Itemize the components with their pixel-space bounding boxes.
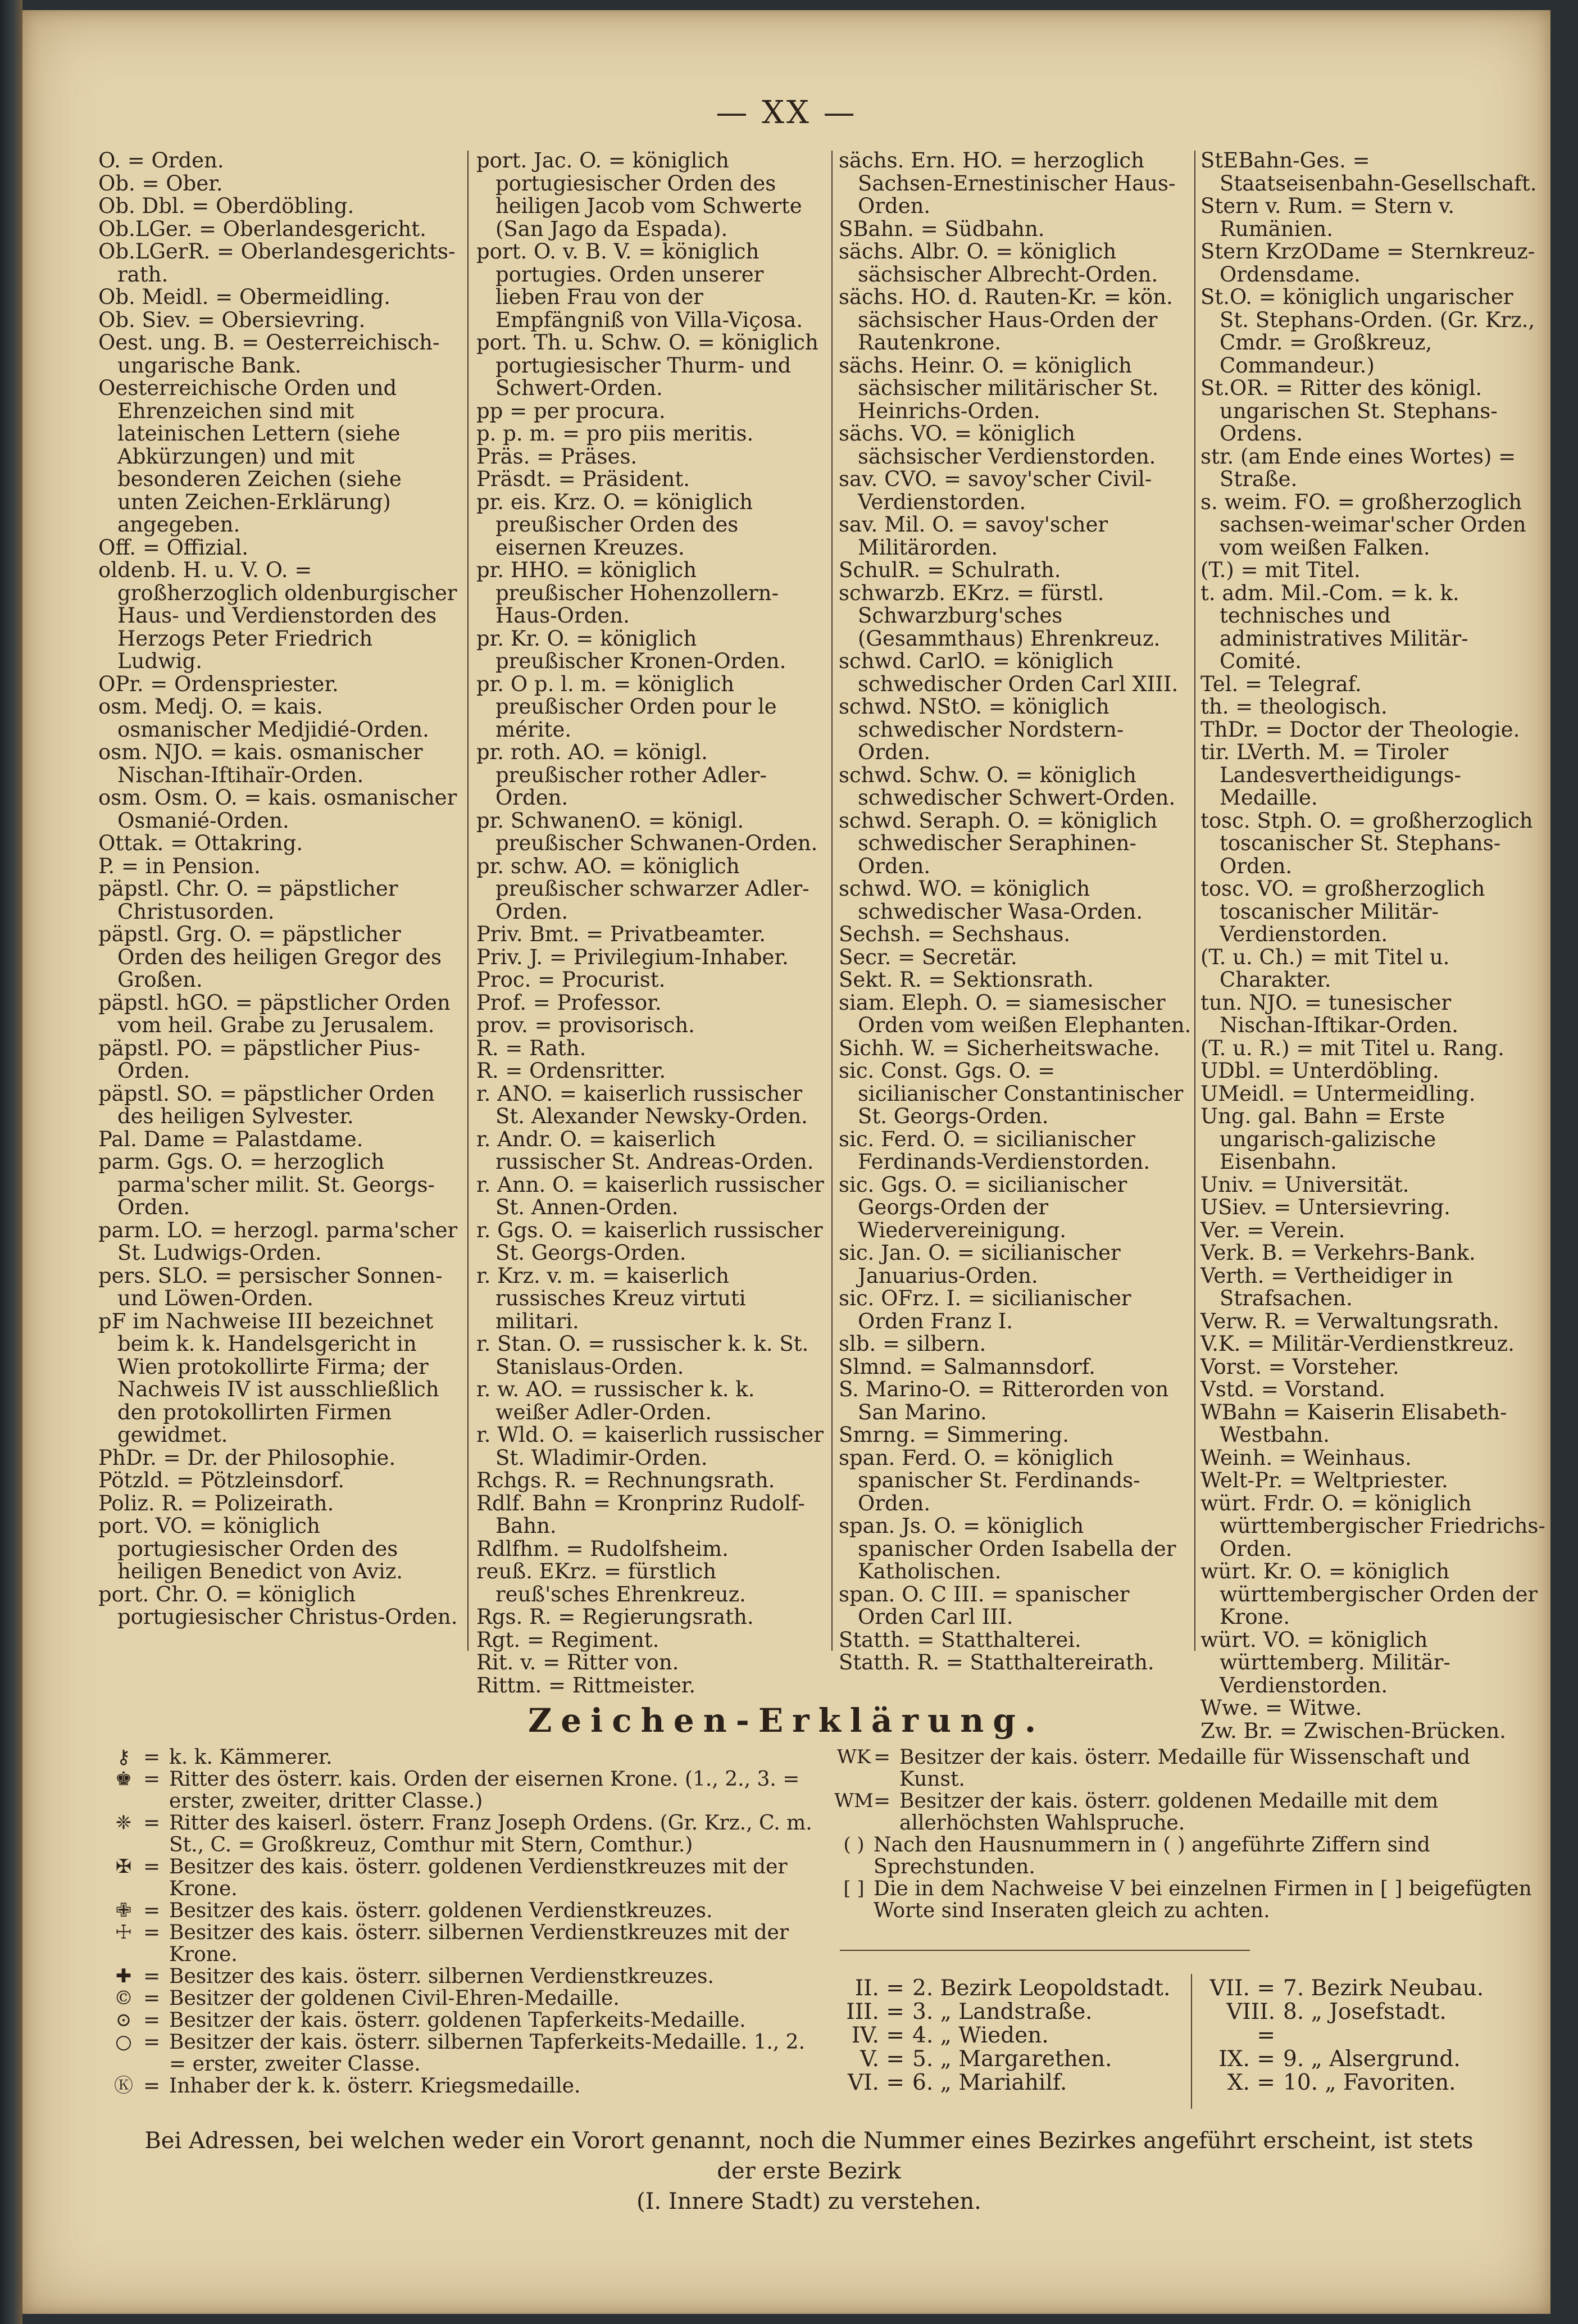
district-name: 7. Bezirk Neubau. <box>1283 1976 1484 2001</box>
abbreviation-entry: sic. Ferd. O. = sicilianischer Ferdinands-Verdienstorden. <box>839 1127 1150 1174</box>
abbreviation-entry: Präs. = Präses. <box>476 444 638 469</box>
legend-symbol-icon: ○ <box>115 2031 132 2053</box>
district-name: 3. „ Landstraße. <box>912 1999 1093 2025</box>
abbreviation-entry: pr. HHO. = königlich preußischer Hohenzollern-Haus-Orden. <box>476 558 779 628</box>
equals-sign: = <box>143 1899 161 1922</box>
legend-row <box>104 1966 817 1987</box>
abbreviation-entry: (T. u. R.) = mit Titel u. Rang. <box>1200 1036 1504 1060</box>
district-name: 10. „ Favoriten. <box>1283 2070 1456 2095</box>
abbreviation-entry: Sichh. W. = Sicherheitswache. <box>839 1036 1160 1060</box>
abbreviation-entry: tun. NJO. = tunesischer Nischan-Iftikar-Orden. <box>1200 990 1459 1037</box>
abbreviation-entry: r. Stan. O. = russischer k. k. St. Stanislaus-Orden. <box>476 1332 809 1379</box>
district-row <box>831 2000 1180 2024</box>
legend-row <box>834 1790 1536 1834</box>
legend-symbol-icon: ✙ <box>115 1899 132 1922</box>
equals-sign: = <box>143 1812 161 1835</box>
abbreviation-entry: pF im Nachweise III bezeichnet beim k. k. Handelsgericht in Wien protokollirte Firma; der Nachweis IV ist ausschließlich den protokollirten Firmen gewidmet. <box>98 1309 439 1447</box>
abbreviation-entry: Sekt. R. = Sektionsrath. <box>839 968 1094 992</box>
abbreviation-column-3 <box>839 149 1192 1674</box>
district-numeral: VI. = <box>847 2070 904 2095</box>
abbreviation-entry: tosc. Stph. O. = großherzoglich toscanischer St. Stephans-Orden. <box>1200 808 1533 878</box>
abbreviation-entry: päpstl. Chr. O. = päpstlicher Christusorden. <box>98 877 398 924</box>
abbreviation-entry: sächs. Albr. O. = königlich sächsischer Albrecht-Orden. <box>839 239 1158 287</box>
abbreviation-entry: t. adm. Mil.-Com. = k. k. technisches und administratives Militär-Comité. <box>1200 580 1468 673</box>
district-row <box>831 2024 1180 2048</box>
abbreviation-entry: Sechsh. = Sechshaus. <box>839 922 1071 946</box>
legend-symbol-icon: ♚ <box>115 1768 133 1790</box>
abbreviation-column-4 <box>1200 149 1549 1742</box>
abbreviation-entry: Slmnd. = Salmannsdorf. <box>839 1354 1095 1379</box>
abbreviation-entry: Proc. = Procurist. <box>476 968 666 992</box>
abbreviation-entry: Priv. J. = Privilegium-Inhaber. <box>476 945 789 969</box>
column-divider <box>1194 151 1195 1651</box>
abbreviation-entry: Ob. = Ober. <box>98 171 223 196</box>
abbreviation-entry: Weinh. = Weinhaus. <box>1200 1445 1412 1470</box>
district-name: 9. „ Alsergrund. <box>1283 2046 1461 2072</box>
abbreviation-entry: port. Th. u. Schw. O. = königlich portugiesischer Thurm- und Schwert-Orden. <box>476 330 818 400</box>
legend-symbol-icon: ☩ <box>115 1921 133 1944</box>
abbreviation-entry: sic. Const. Ggs. O. = sicilianischer Constantinischer St. Georgs-Orden. <box>839 1059 1184 1128</box>
abbreviation-entry: SchulR. = Schulrath. <box>839 558 1061 582</box>
abbreviation-entry: pp = per procura. <box>476 398 666 423</box>
legend-text: Ritter des kaiserl. österr. Franz Joseph Ordens. (Gr. Krz., C. m. St., C. = Großkreuz, Comthur mit Stern, Comthur.) <box>169 1812 812 1857</box>
legend-symbol-icon: WK <box>836 1746 871 1768</box>
abbreviation-entry: sächs. Heinr. O. = königlich sächsischer militärischer St. Heinrichs-Orden. <box>839 353 1159 423</box>
legend-row <box>104 2009 817 2031</box>
legend-text: Ritter des österr. kais. Orden der eisernen Krone. (1., 2., 3. = erster, zweiter, dritter Classe.) <box>169 1768 800 1813</box>
abbreviation-entry: schwarzb. EKrz. = fürstl. Schwarzburg'sches (Gesammthaus) Ehrenkreuz. <box>839 580 1161 651</box>
legend-text: k. k. Kämmerer. <box>169 1746 333 1769</box>
column-divider <box>467 151 469 1651</box>
abbreviation-entry: pr. Kr. O. = königlich preußischer Kronen-Orden. <box>476 626 786 673</box>
abbreviation-entry: päpstl. PO. = päpstlicher Pius-Orden. <box>98 1036 420 1083</box>
legend-text: Inhaber der k. k. österr. Kriegsmedaille. <box>169 2075 581 2098</box>
legend-symbol-icon: WM <box>834 1790 874 1812</box>
abbreviation-entry: Ver. = Verein. <box>1200 1218 1345 1242</box>
abbreviation-entry: Statth. R. = Statthaltereirath. <box>839 1650 1154 1674</box>
legend-row <box>834 1746 1536 1790</box>
district-row <box>831 2071 1180 2095</box>
column-divider <box>831 151 833 1651</box>
abbreviation-entry: Secr. = Secretär. <box>839 945 1017 969</box>
district-row <box>831 1977 1180 2000</box>
abbreviation-entry: pr. SchwanenO. = königl. preußischer Schwanen-Orden. <box>476 808 818 855</box>
abbreviation-entry: S. Marino-O. = Ritterorden von San Marino. <box>839 1377 1169 1424</box>
legend-text: Besitzer des kais. österr. goldenen Verdienstkreuzes mit der Krone. <box>169 1855 788 1900</box>
legend-symbol-icon: [ ] <box>843 1877 865 1900</box>
abbreviation-entry: th. = theologisch. <box>1200 695 1388 719</box>
page-number: — XX — <box>716 94 857 131</box>
legend-text: Nach den Hausnummern in ( ) angeführte Ziffern sind Sprechstunden. <box>874 1833 1430 1878</box>
abbreviation-entry: WBahn = Kaiserin Elisabeth-Westbahn. <box>1200 1400 1507 1447</box>
legend-right <box>834 1746 1536 1922</box>
abbreviation-entry: osm. NJO. = kais. osmanischer Nischan-Iftihaïr-Orden. <box>98 740 423 787</box>
abbreviation-entry: päpstl. Grg. O. = päpstlicher Orden des heiligen Gregor des Großen. <box>98 922 442 992</box>
abbreviation-entry: Verth. = Vertheidiger in Strafsachen. <box>1200 1263 1453 1310</box>
abbreviation-entry: Ob.LGerR. = Oberlandesgerichts-rath. <box>98 239 456 287</box>
abbreviation-entry: päpstl. SO. = päpstlicher Orden des heiligen Sylvester. <box>98 1081 435 1128</box>
district-numeral: II. = <box>854 1976 904 2001</box>
abbreviation-entry: pr. O p. l. m. = königlich preußischer Orden pour le mérite. <box>476 671 777 742</box>
legend-text: Besitzer des kais. österr. silbernen Verdienstkreuzes. <box>169 1965 714 1988</box>
abbreviation-entry: Tel. = Telegraf. <box>1200 671 1362 696</box>
legend-symbol-icon: © <box>114 1987 133 2009</box>
abbreviation-entry: osm. Medj. O. = kais. osmanischer Medjidié-Orden. <box>98 695 429 742</box>
abbreviation-entry: r. Wld. O. = kaiserlich russischer St. Wladimir-Orden. <box>476 1423 824 1470</box>
abbreviation-entry: port. Jac. O. = königlich portugiesischer Orden des heiligen Jacob vom Schwerte (San Jago da Espada). <box>476 148 802 241</box>
footnote-line-1: Bei Adressen, bei welchen weder ein Vorort genannt, noch die Nummer eines Bezirkes angeführt erscheint, ist stets der erste Bezirk <box>144 2128 1474 2184</box>
legend-title: Zeichen-Erklärung. <box>527 1701 1045 1740</box>
abbreviation-entry: port. O. v. B. V. = königlich portugies. Orden unserer lieben Frau von der Empfängniß von Villa-Viçosa. <box>476 239 803 332</box>
abbreviation-entry: r. Ggs. O. = kaiserlich russischer St. Georgs-Orden. <box>476 1218 823 1265</box>
abbreviation-entry: sav. Mil. O. = savoy'scher Militärorden. <box>839 512 1108 560</box>
abbreviation-entry: Oesterreichische Orden und Ehrenzeichen sind mit lateinischen Lettern (siehe Abkürzungen) und mit besonderen Zeichen (siehe unten Zeichen-Erklärung) angegeben. <box>98 376 402 537</box>
district-list-right <box>1202 1977 1517 2095</box>
abbreviation-entry: span. Ferd. O. = königlich spanischer St. Ferdinands-Orden. <box>839 1445 1140 1515</box>
abbreviation-entry: Statth. = Statthalterei. <box>839 1627 1081 1652</box>
abbreviation-entry: schwd. NStO. = königlich schwedischer Nordstern-Orden. <box>839 695 1124 764</box>
district-divider <box>1191 1974 1192 2109</box>
abbreviation-entry: port. Chr. O. = königlich portugiesischer Christus-Orden. <box>98 1582 458 1629</box>
abbreviation-entry: Ob. Siev. = Obersievring. <box>98 307 366 332</box>
district-numeral: X. = <box>1227 2070 1275 2095</box>
legend-row <box>104 1746 817 1768</box>
abbreviation-entry: r. w. AO. = russischer k. k. weißer Adler-Orden. <box>476 1377 755 1424</box>
legend-row <box>104 2075 817 2097</box>
abbreviation-entry: P. = in Pension. <box>98 854 261 878</box>
abbreviation-entry: Stern KrzODame = Sternkreuz-Ordensdame. <box>1200 239 1535 287</box>
abbreviation-entry: USiev. = Untersievring. <box>1200 1195 1450 1219</box>
abbreviation-entry: schwd. Schw. O. = königlich schwedischer Schwert-Orden. <box>839 762 1176 810</box>
abbreviation-entry: sächs. Ern. HO. = herzoglich Sachsen-Ernestinischer Haus-Orden. <box>839 148 1176 218</box>
abbreviation-entry: ThDr. = Doctor der Theologie. <box>1200 717 1520 742</box>
abbreviation-entry: Priv. Bmt. = Privatbeamter. <box>476 922 766 946</box>
legend-text: Besitzer der kais. österr. goldenen Medaille mit dem allerhöchsten Wahlspruche. <box>899 1790 1439 1835</box>
book-binding <box>0 0 22 2324</box>
abbreviation-entry: oldenb. H. u. V. O. = großherzoglich oldenburgischer Haus- und Verdienstorden des Herzogs Peter Friedrich Ludwig. <box>98 558 457 673</box>
district-list-left <box>831 1977 1180 2095</box>
legend-text: Besitzer der kais. österr. Medaille für Wissenschaft und Kunst. <box>899 1746 1470 1791</box>
district-name: 6. „ Mariahilf. <box>912 2070 1067 2095</box>
district-numeral: V. = <box>860 2046 904 2072</box>
abbreviation-entry: Zw. Br. = Zwischen-Brücken. <box>1200 1718 1506 1743</box>
abbreviation-entry: Vstd. = Vorstand. <box>1200 1377 1386 1401</box>
legend-text: Besitzer des kais. österr. goldenen Verdienstkreuzes. <box>169 1899 713 1922</box>
equals-sign: = <box>143 2075 161 2098</box>
abbreviation-entry: St.OR. = Ritter des königl. ungarischen St. Stephans-Ordens. <box>1200 376 1498 446</box>
abbreviation-entry: Präsdt. = Präsident. <box>476 467 690 491</box>
district-name: 8. „ Josefstadt. <box>1283 1999 1447 2025</box>
legend-symbol-icon: ⚷ <box>116 1746 131 1768</box>
equals-sign: = <box>143 1921 161 1944</box>
legend-symbol-icon: ✠ <box>115 1855 132 1878</box>
equals-sign: = <box>143 1746 161 1769</box>
abbreviation-entry: sächs. VO. = königlich sächsischer Verdienstorden. <box>839 421 1156 469</box>
abbreviation-entry: Rgs. R. = Regierungsrath. <box>476 1605 754 1629</box>
abbreviation-entry: span. Js. O. = königlich spanischer Orden Isabella der Katholischen. <box>839 1514 1176 1583</box>
abbreviation-entry: osm. Osm. O. = kais. osmanischer Osmanié-Orden. <box>98 786 457 833</box>
abbreviation-entry: Rdlfhm. = Rudolfsheim. <box>476 1536 729 1561</box>
abbreviation-entry: tosc. VO. = großherzoglich toscanischer Militär-Verdienstorden. <box>1200 877 1485 946</box>
abbreviation-entry: slb. = silbern. <box>839 1332 986 1356</box>
district-numeral: VIII. = <box>1226 1999 1275 2048</box>
abbreviation-entry: r. ANO. = kaiserlich russischer St. Alexander Newsky-Orden. <box>476 1081 808 1128</box>
abbreviation-entry: Univ. = Universität. <box>1200 1172 1409 1197</box>
legend-symbol-icon: Ⓚ <box>114 2075 133 2097</box>
legend-text: Die in dem Nachweise V bei einzelnen Firmen in [ ] beigefügten Worte sind Inseraten gleich zu achten. <box>874 1877 1532 1922</box>
abbreviation-entry: Ob. Dbl. = Oberdöbling. <box>98 194 354 218</box>
abbreviation-entry: O. = Orden. <box>98 148 224 173</box>
abbreviation-entry: R. = Rath. <box>476 1036 586 1060</box>
abbreviation-entry: s. weim. FO. = großherzoglich sachsen-weimar'scher Orden vom weißen Falken. <box>1200 489 1526 560</box>
abbreviation-entry: p. p. m. = pro piis meritis. <box>476 421 754 446</box>
equals-sign: = <box>143 2009 161 2032</box>
abbreviation-entry: str. (am Ende eines Wortes) = Straße. <box>1200 444 1516 491</box>
abbreviation-entry: Ottak. = Ottakring. <box>98 831 303 855</box>
district-numeral: III. = <box>846 1999 904 2025</box>
abbreviation-entry: reuß. EKrz. = fürstlich reuß'sches Ehrenkreuz. <box>476 1559 746 1606</box>
district-name: 4. „ Wieden. <box>912 2023 1049 2048</box>
abbreviation-entry: Rit. v. = Ritter von. <box>476 1650 679 1674</box>
abbreviation-entry: r. Andr. O. = kaiserlich russischer St. Andreas-Orden. <box>476 1127 814 1174</box>
footnote <box>135 2126 1483 2217</box>
abbreviation-entry: pr. eis. Krz. O. = königlich preußischer Orden des eisernen Kreuzes. <box>476 489 753 560</box>
abbreviation-entry: span. O. C III. = spanischer Orden Carl III. <box>839 1582 1130 1629</box>
abbreviation-entry: Poliz. R. = Polizeirath. <box>98 1491 334 1515</box>
abbreviation-entry: OPr. = Ordenspriester. <box>98 671 339 696</box>
abbreviation-entry: schwd. CarlO. = königlich schwedischer Orden Carl XIII. <box>839 649 1179 696</box>
legend-row <box>104 2031 817 2075</box>
legend-row <box>104 1922 817 1966</box>
abbreviation-entry: würt. Kr. O. = königlich württembergischer Orden der Krone. <box>1200 1559 1538 1629</box>
abbreviation-entry: sic. Ggs. O. = sicilianischer Georgs-Orden der Wiedervereinigung. <box>839 1172 1127 1242</box>
abbreviation-entry: port. VO. = königlich portugiesischer Orden des heiligen Benedict von Aviz. <box>98 1514 403 1583</box>
abbreviation-entry: SBahn. = Südbahn. <box>839 216 1045 241</box>
abbreviation-entry: V.K. = Militär-Verdienstkreuz. <box>1200 1332 1515 1356</box>
abbreviation-entry: Ob. Meidl. = Obermeidling. <box>98 285 391 309</box>
abbreviation-column-2 <box>476 149 827 1697</box>
document-page <box>22 10 1550 2314</box>
abbreviation-entry: St.O. = königlich ungarischer St. Stephans-Orden. (Gr. Krz., Cmdr. = Großkreuz, Commandeur.) <box>1200 285 1535 378</box>
abbreviation-entry: r. Ann. O. = kaiserlich russischer St. Annen-Orden. <box>476 1172 824 1219</box>
legend-row <box>104 1856 817 1900</box>
abbreviation-entry: Oest. ung. B. = Oesterreichisch-ungarische Bank. <box>98 330 440 378</box>
legend-row <box>104 1812 817 1856</box>
district-row <box>831 2048 1180 2071</box>
abbreviation-entry: würt. Frdr. O. = königlich württembergischer Friedrichs-Orden. <box>1200 1491 1545 1561</box>
abbreviation-entry: päpstl. hGO. = päpstlicher Orden vom heil. Grabe zu Jerusalem. <box>98 990 451 1037</box>
legend-text: Besitzer der kais. österr. silbernen Tapferkeits-Medaille. 1., 2. = erster, zweiter Classe. <box>169 2031 806 2076</box>
district-name: 2. Bezirk Leopoldstadt. <box>912 1976 1171 2001</box>
legend-text: Besitzer der goldenen Civil-Ehren-Medaille. <box>169 1987 620 2010</box>
abbreviation-entry: schwd. WO. = königlich schwedischer Wasa-Orden. <box>839 877 1143 924</box>
district-numeral: IX. = <box>1218 2046 1275 2072</box>
legend-row <box>104 1900 817 1922</box>
abbreviation-entry: UDbl. = Unterdöbling. <box>1200 1059 1439 1083</box>
abbreviation-entry: Smrng. = Simmering. <box>839 1423 1069 1447</box>
abbreviation-entry: pr. schw. AO. = königlich preußischer schwarzer Adler-Orden. <box>476 854 810 924</box>
abbreviation-entry: Pal. Dame = Palastdame. <box>98 1127 363 1151</box>
district-row <box>1202 1977 1517 2000</box>
abbreviation-entry: pr. roth. AO. = königl. preußischer rother Adler-Orden. <box>476 740 767 810</box>
abbreviation-entry: Off. = Offizial. <box>98 535 249 560</box>
abbreviation-entry: sav. CVO. = savoy'scher Civil-Verdienstorden. <box>839 467 1152 514</box>
equals-sign: = <box>143 1768 161 1791</box>
abbreviation-entry: tir. LVerth. M. = Tiroler Landesvertheidigungs-Medaille. <box>1200 740 1461 810</box>
legend-symbol-icon: ✚ <box>115 1965 132 1987</box>
legend-text: Besitzer des kais. österr. silbernen Verdienstkreuzes mit der Krone. <box>169 1921 789 1966</box>
legend-row <box>834 1878 1536 1922</box>
abbreviation-entry: Rgt. = Regiment. <box>476 1627 660 1652</box>
legend-symbol-icon: ( ) <box>843 1833 865 1856</box>
abbreviation-entry: Ung. gal. Bahn = Erste ungarisch-galizische Eisenbahn. <box>1200 1104 1445 1174</box>
abbreviation-entry: sächs. HO. d. Rauten-Kr. = kön. sächsischer Haus-Orden der Rautenkrone. <box>839 285 1173 355</box>
abbreviation-entry: Verw. R. = Verwaltungsrath. <box>1200 1309 1499 1333</box>
abbreviation-entry: UMeidl. = Untermeidling. <box>1200 1081 1476 1106</box>
abbreviation-entry: (T. u. Ch.) = mit Titel u. Charakter. <box>1200 945 1450 992</box>
district-row <box>1202 2071 1517 2095</box>
abbreviation-entry: Rittm. = Rittmeister. <box>476 1673 696 1697</box>
abbreviation-entry: Stern v. Rum. = Stern v. Rumänien. <box>1200 194 1455 241</box>
abbreviation-entry: parm. LO. = herzogl. parma'scher St. Ludwigs-Orden. <box>98 1218 458 1265</box>
abbreviation-entry: PhDr. = Dr. der Philosophie. <box>98 1445 396 1470</box>
equals-sign: = <box>874 1746 891 1769</box>
abbreviation-entry: parm. Ggs. O. = herzoglich parma'scher milit. St. Georgs-Orden. <box>98 1150 435 1219</box>
abbreviation-entry: Wwe. = Witwe. <box>1200 1696 1362 1720</box>
equals-sign: = <box>143 2031 161 2054</box>
legend-row <box>104 1768 817 1812</box>
abbreviation-entry: Welt-Pr. = Weltpriester. <box>1200 1468 1448 1492</box>
abbreviation-entry: R. = Ordensritter. <box>476 1059 666 1083</box>
equals-sign: = <box>874 1790 891 1813</box>
abbreviation-entry: Rdlf. Bahn = Kronprinz Rudolf-Bahn. <box>476 1491 805 1538</box>
abbreviation-entry: sic. OFrz. I. = sicilianischer Orden Franz I. <box>839 1286 1131 1333</box>
abbreviation-entry: Ob.LGer. = Oberlandesgericht. <box>98 216 426 241</box>
equals-sign: = <box>143 1965 161 1988</box>
abbreviation-entry: Verk. B. = Verkehrs-Bank. <box>1200 1241 1476 1265</box>
abbreviation-entry: Prof. = Professor. <box>476 990 662 1015</box>
abbreviation-entry: sic. Jan. O. = sicilianischer Januarius-Orden. <box>839 1241 1121 1288</box>
district-name: 5. „ Margarethen. <box>912 2046 1112 2072</box>
legend-row <box>834 1834 1536 1878</box>
legend-text: Besitzer der kais. österr. goldenen Tapferkeits-Medaille. <box>169 2009 746 2032</box>
legend-symbol-icon: ❈ <box>115 1812 132 1834</box>
abbreviation-entry: StEBahn-Ges. = Staatseisenbahn-Gesellschaft. <box>1200 148 1537 196</box>
legend-left <box>104 1746 817 2097</box>
legend-divider <box>840 1950 1250 1951</box>
district-numeral: IV. = <box>851 2023 904 2048</box>
district-numeral: VII. = <box>1209 1976 1275 2001</box>
legend-row <box>104 1987 817 2009</box>
abbreviation-entry: Vorst. = Vorsteher. <box>1200 1354 1399 1379</box>
equals-sign: = <box>143 1855 161 1878</box>
abbreviation-entry: prov. = provisorisch. <box>476 1013 695 1037</box>
abbreviation-entry: (T.) = mit Titel. <box>1200 558 1361 582</box>
legend-symbol-icon: ⊙ <box>115 2009 132 2031</box>
abbreviation-entry: r. Krz. v. m. = kaiserlich russisches Kreuz virtuti militari. <box>476 1263 746 1333</box>
abbreviation-entry: siam. Eleph. O. = siamesischer Orden vom weißen Elephanten. <box>839 990 1192 1037</box>
district-row <box>1202 2048 1517 2071</box>
abbreviation-entry: würt. VO. = königlich württemberg. Militär-Verdienstorden. <box>1200 1627 1450 1697</box>
abbreviation-entry: pers. SLO. = persischer Sonnen- und Löwen-Orden. <box>98 1263 443 1310</box>
equals-sign: = <box>143 1987 161 2010</box>
abbreviation-entry: Rchgs. R. = Rechnungsrath. <box>476 1468 775 1492</box>
abbreviation-entry: schwd. Seraph. O. = königlich schwedischer Seraphinen-Orden. <box>839 808 1158 878</box>
abbreviation-column-1 <box>98 149 461 1629</box>
footnote-line-2: (I. Innere Stadt) zu verstehen. <box>636 2189 981 2214</box>
district-row <box>1202 2000 1517 2048</box>
abbreviation-entry: Pötzld. = Pötzleinsdorf. <box>98 1468 345 1492</box>
